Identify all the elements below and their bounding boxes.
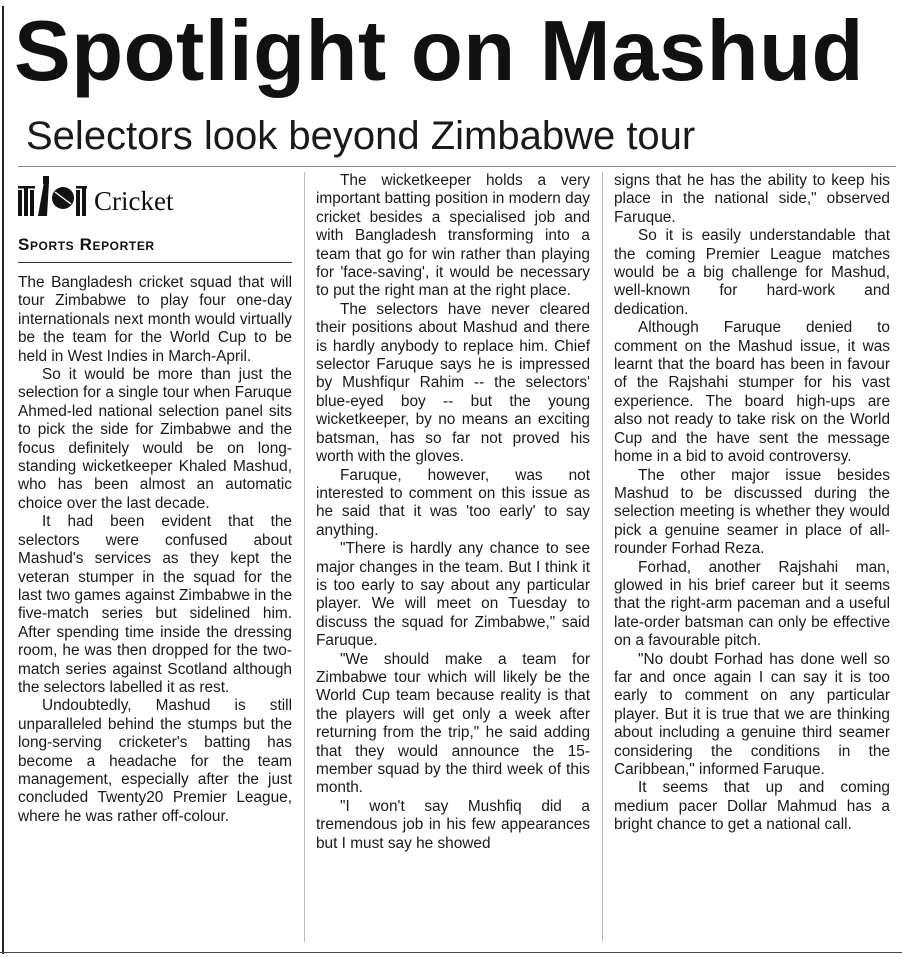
bottom-border-rule [0,952,902,953]
article-paragraph: So it would be more than just the selection for a single tour when Faruque Ahmed-led national selection panel sits to pick the side for Zimbabwe and the focus definitely would be on long-standing wicketkeeper Khaled Mashud, who has been almost an automatic choice over the last decade. [18,366,292,512]
article-paragraph: It seems that up and coming medium pacer Dollar Mahmud has a bright chance to get a national call. [614,779,890,834]
article-paragraph: It had been evident that the selectors were confused about Mashud's services as they kept the veteran stumper in the squad for the last two games against Zimbabwe in the five-match series but sidelined him. After spending time inside the dressing room, he was then dropped for the two-match series against Scotland although the selectors labelled it as rest. [18,513,292,696]
headline: Spotlight on Mashud [14,4,864,99]
cricket-stumps-and-ball-icon [18,176,90,216]
article-paragraph: "There is hardly any chance to see major changes in the team. But I think it is too early to say about any particular player. We will meet on Tuesday to discuss the squad for Zimbabwe," said Faruque. [316,540,590,650]
article-paragraph: Although Faruque denied to comment on the Mashud issue, it was learnt that the board has been in favour of the Rajshahi stumper for his vast experience. The board high-ups are also not ready to take risk on the World Cup and the have sent the message home in a bid to avoid controversy. [614,319,890,466]
article-paragraph: Faruque, however, was not interested to comment on this issue as he said that it was 'too early' to say anything. [316,466,590,539]
subheadline: Selectors look beyond Zimbabwe tour [26,114,696,158]
article-column-1 [18,274,292,826]
article-paragraph: "No doubt Forhad has done well so far and once again I can say it is too early to comment on any particular player. But it is true that we are thinking about including a genuine third seamer considering the conditions in the Caribbean," informed Faruque. [614,650,890,778]
article-paragraph: Forhad, another Rajshahi man, glowed in his brief career but it seems that the right-arm paceman and a useful late-order batsman can only be effective on a favourable pitch. [614,558,890,650]
article-paragraph: "We should make a team for Zimbabwe tour which will likely be the World Cup team because reality is that the players will get only a week after returning from the trip," he said adding that they would announce the 15-member squad by the third week of this month. [316,650,590,797]
article-paragraph: "I won't say Mushfiq did a tremendous job in his few appearances but I must say he showed [316,797,590,852]
left-border-rule [2,6,4,954]
column-divider [304,172,305,942]
column-divider [602,172,603,942]
byline-divider [18,262,292,263]
section-logo [18,174,198,216]
article-paragraph: The selectors have never cleared their positions about Mashud and there is hardly anybody to replace him. Chief selector Faruque says he is impressed by Mushfiqur Rahim -- the selectors' blue-eyed boy -- but the young wicketkeeper, by no means an exciting batsman, has so far not proved his worth with the gloves. [316,300,590,466]
article-paragraph: So it is easily understandable that the coming Premier League matches would be a big challenge for Mashud, well-known for hard-work and dedication. [614,227,890,318]
article-paragraph: The Bangladesh cricket squad that will tour Zimbabwe to play four one-day internationals next month would virtually be the team for the World Cup to be held in West Indies in March-April. [18,274,292,365]
headline-divider [18,166,896,167]
section-label: Cricket [94,186,174,216]
byline: Sports Reporter [18,235,155,254]
article-paragraph: The other major issue besides Mashud to be discussed during the selection meeting is whether they would pick a genuine seamer in place of all-rounder Forhad Reza. [614,466,890,558]
article-paragraph: signs that he has the ability to keep his place in the national side," observed Faruque. [614,172,890,226]
article-paragraph: The wicketkeeper holds a very important batting position in modern day cricket besides a specialised job and with Bangladesh transforming into a team that go for win rather than playing for 'face-saving', it would be necessary to put the right man at the right place. [316,172,590,300]
article-paragraph: Undoubtedly, Mashud is still unparalleled behind the stumps but the long-serving cricketer's batting has become a headache for the team management, especially after the just concluded Twenty20 Premier League, where he was rather off-colour. [18,697,292,825]
article-column-2 [316,172,590,853]
article-column-3 [614,172,890,835]
